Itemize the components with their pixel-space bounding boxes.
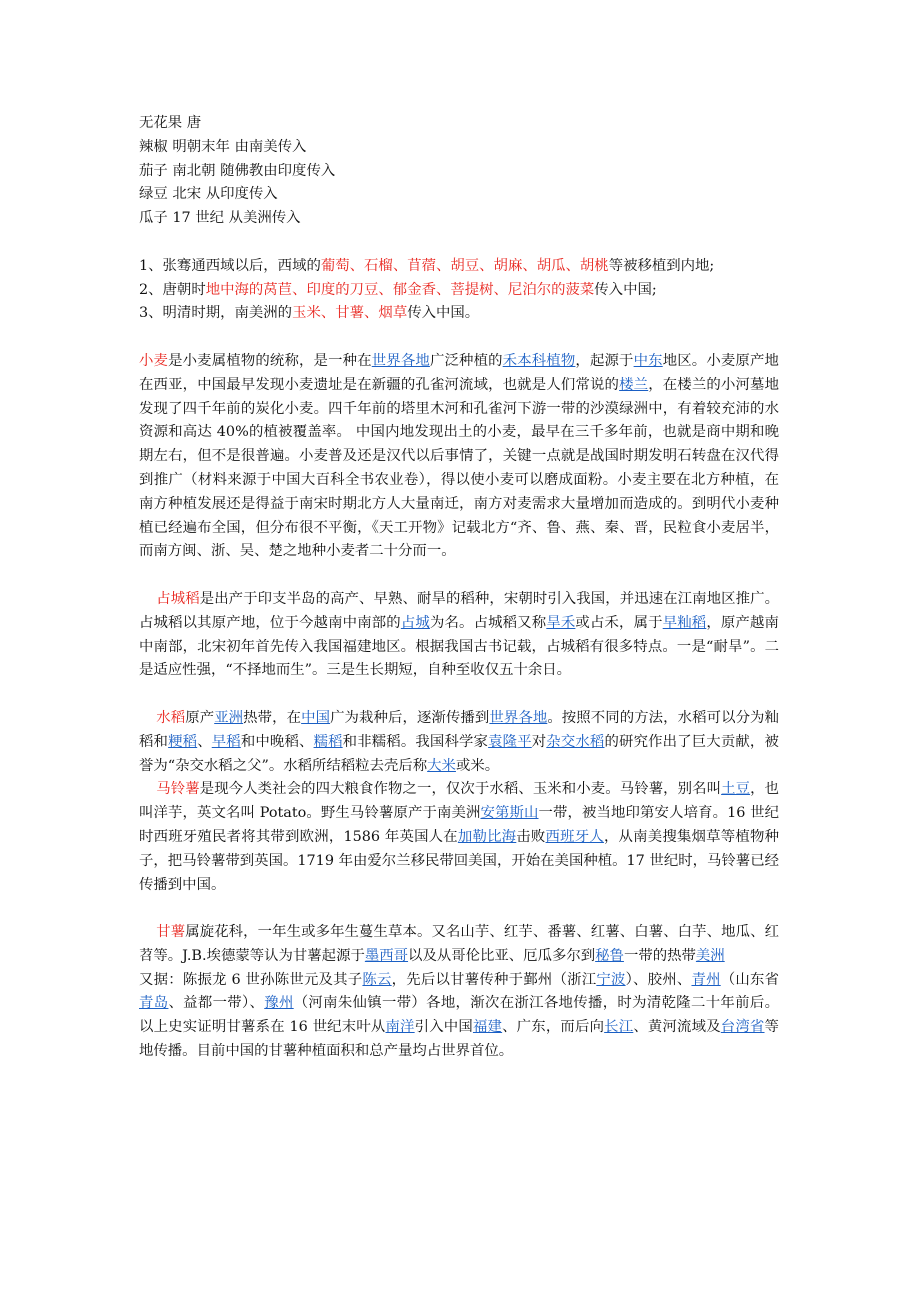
wheat-paragraph: 小麦是小麦属植物的统称，是一种在世界各地广泛种植的禾本科植物，起源于中东地区。小麦原产地在西亚，中国最早发现小麦遗址是在新疆的孔雀河流域，也就是人们常说的楼兰，在楼兰的小河墓地发现了四千年前的炭化小麦。四千年前的塔里木河和孔雀河下游一带的沙漠绿洲中，有着较充沛的水资源和高达 40%的植被覆盖率。 中国内地发现出土的小麦，最早在三千多年前，也就是商中期和晚期左右，但不是很普遍。小麦普及还是汉代以后事情了，关键一点就是战国时期发明石转盘在汉代得到推广（材料来源于中国大百科全书农业卷），得以使小麦可以磨成面粉。小麦主要在北方种植，在南方种植发展还是得益于南宋时期北方人大量南迁，南方对麦需求大量增加而造成的。到明代小麦种植已经遍布全国，但分布很不平衡，《天工开物》记载北方“齐、鲁、燕、秦、晋，民粒食小麦居半，而南方闽、浙、吴、楚之地种小麦者二十分而一。 (139, 352, 779, 560)
numbered-item-2: 2、唐朝时地中海的莴苣、印度的刀豆、郁金香、菩提树、尼泊尔的菠菜传入中国; (139, 281, 657, 298)
link-glutinous[interactable]: 糯稻 (313, 733, 343, 750)
link-andes[interactable]: 安第斯山 (480, 805, 539, 822)
link-world-2[interactable]: 世界各地 (489, 709, 548, 726)
link-qingdao[interactable]: 青岛 (139, 995, 169, 1012)
link-loulan[interactable]: 楼兰 (619, 376, 649, 393)
link-qingzhou[interactable]: 青州 (691, 971, 721, 988)
link-fujian[interactable]: 福建 (472, 1019, 503, 1036)
potato-paragraph: 马铃薯是现今人类社会的四大粮食作物之一，仅次于水稻、玉米和小麦。马铃薯，别名叫土豆，也叫洋芋，英文名叫 Potato。野生马铃薯原产于南美洲安第斯山一带，被当地印第安人培育。16 世纪时西班牙殖民者将其带到欧洲，1586 年英国人在加勒比海击败西班牙人，从南美搜集烟草等植物种子，把马铃薯带到英国。1719 年由爱尔兰移民带回美国，开始在美国种植。17 世纪时，马铃薯已经传播到中国。 (139, 781, 779, 893)
link-yuan-longping[interactable]: 袁隆平 (488, 733, 532, 750)
numbered-item-3: 3、明清时期，南美洲的玉米、甘薯、烟草传入中国。 (139, 305, 480, 322)
link-middle-east[interactable]: 中东 (633, 352, 663, 369)
link-ningbo[interactable]: 宁波 (596, 971, 626, 988)
link-hanhe[interactable]: 旱禾 (546, 614, 576, 631)
link-early-indica[interactable]: 早籼稻 (662, 614, 707, 631)
champa-paragraph: 占城稻是出产于印支半岛的高产、早熟、耐旱的稻种，宋朝时引入我国，并迅速在江南地区推广。占城稻以其原产地，位于今越南中南部的占城为名。占城稻又称旱禾或占禾，属于早籼稻，原产越南中南部，北宋初年首先传入我国福建地区。根据我国古书记载，占城稻有很多特点。一是“耐旱”。二是适应性强，“不择地而生”。三是生长期短，自种至收仅五十余日。 (139, 590, 779, 679)
link-china[interactable]: 中国 (301, 709, 331, 726)
link-dami[interactable]: 大米 (427, 757, 456, 774)
term-potato: 马铃薯 (156, 781, 200, 798)
link-chen-yun[interactable]: 陈云 (362, 971, 392, 988)
term-wheat: 小麦 (139, 352, 169, 369)
intro-line: 辣椒 明朝末年 由南美传入 (139, 138, 307, 155)
link-tudou[interactable]: 土豆 (721, 781, 751, 798)
numbered-list (139, 255, 779, 326)
link-hybrid-rice[interactable]: 杂交水稻 (546, 733, 605, 750)
intro-line: 茄子 南北朝 随佛教由印度传入 (139, 162, 336, 179)
term-sweetpotato: 甘薯 (156, 924, 186, 941)
link-champa[interactable]: 占城 (400, 614, 430, 631)
link-early-rice[interactable]: 早稻 (211, 733, 241, 750)
intro-line: 瓜子 17 世纪 从美洲传入 (139, 210, 301, 227)
term-champa: 占城稻 (156, 590, 200, 607)
sweetpotato-history-paragraph: 又据：陈振龙 6 世孙陈世元及其子陈云，先后以甘薯传种于鄞州（浙江宁波）、胶州、青州（山东省青岛、益都一带）、豫州（河南朱仙镇一带）各地，渐次在浙江各地传播，时为清乾隆二十年前后。以上史实证明甘薯系在 16 世纪末叶从南洋引入中国福建、广东，而后向长江、黄河流域及台湾省等地传播。目前中国的甘薯种植面积和总产量均占世界首位。 (139, 971, 779, 1060)
link-americas[interactable]: 美洲 (695, 947, 725, 964)
link-peru[interactable]: 秘鲁 (595, 947, 624, 964)
link-yuzhou[interactable]: 豫州 (264, 995, 294, 1012)
link-world[interactable]: 世界各地 (371, 352, 430, 369)
intro-list (139, 112, 779, 231)
sweetpotato-paragraph: 甘薯属旋花科，一年生或多年生蔓生草本。又名山芋、红芋、番薯、红薯、白薯、白芋、地瓜、红苕等。J.B.埃德蒙等认为甘薯起源于墨西哥以及从哥伦比亚、厄瓜多尔到秘鲁一带的热带美洲 (139, 924, 779, 964)
intro-line: 绿豆 北宋 从印度传入 (139, 186, 278, 203)
link-caribbean[interactable]: 加勒比海 (457, 828, 517, 845)
link-mexico[interactable]: 墨西哥 (364, 947, 409, 964)
link-nanyang[interactable]: 南洋 (385, 1019, 415, 1036)
numbered-item-1: 1、张骞通西域以后，西域的葡萄、石榴、苜蓿、胡豆、胡麻、胡瓜、胡桃等被移植到内地; (139, 257, 715, 274)
rice-paragraph: 水稻原产亚洲热带，在中国广为栽种后，逐渐传播到世界各地。按照不同的方法，水稻可以分为籼稻和粳稻、早稻和中晚稻、糯稻和非糯稻。我国科学家袁隆平对杂交水稻的研究作出了巨大贡献，被誉为“杂交水稻之父”。水稻所结稻粒去壳后称大米或米。 (139, 709, 779, 774)
link-poaceae[interactable]: 禾本科植物 (502, 352, 576, 369)
link-taiwan[interactable]: 台湾省 (720, 1019, 765, 1036)
document-body (139, 112, 779, 1064)
intro-line: 无花果 唐 (139, 115, 202, 131)
link-changjiang[interactable]: 长江 (604, 1019, 634, 1036)
link-spaniards[interactable]: 西班牙人 (545, 828, 604, 845)
term-rice: 水稻 (156, 709, 186, 726)
link-asia[interactable]: 亚洲 (214, 709, 244, 726)
link-japonica[interactable]: 粳稻 (168, 733, 198, 750)
